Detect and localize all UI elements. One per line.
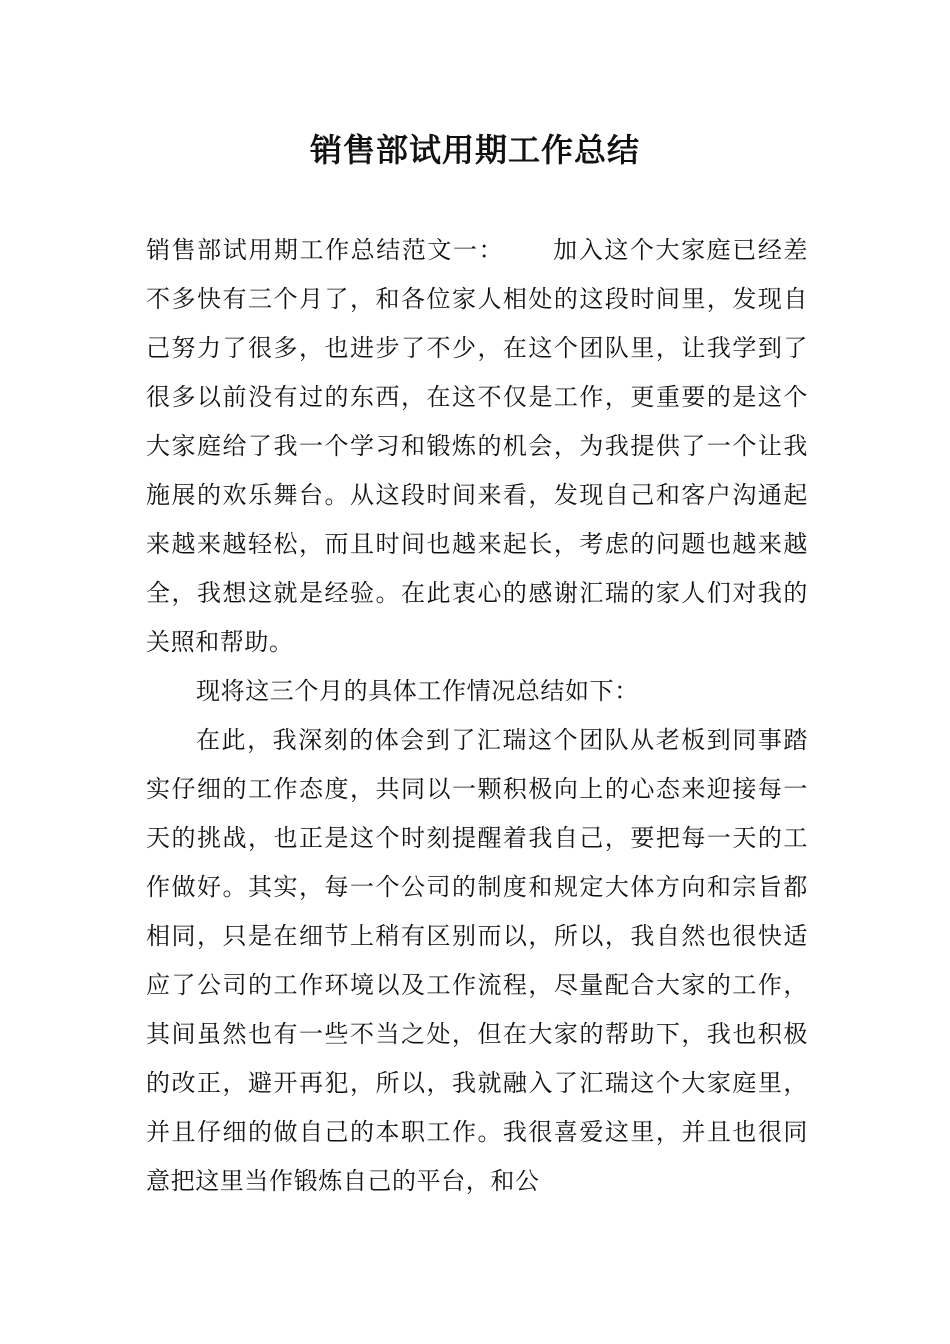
paragraph-2: 现将这三个月的具体工作情况总结如下： bbox=[196, 677, 639, 705]
document-title: 销售部试用期工作总结 bbox=[309, 131, 640, 169]
paragraph-1 bbox=[146, 226, 808, 667]
intro-label: 销售部试用期工作总结范文一： bbox=[146, 236, 505, 264]
paragraph-1-text: 加入这个大家庭已经差不多快有三个月了，和各位家人相处的这段时间里，发现自己努力了很多，也进步了不少，在这个团队里，让我学到了很多以前没有过的东西，在这不仅是工作，更重要的是这个大家庭给了我一个学习和锻炼的机会，为我提供了一个让我施展的欢乐舞台。从这段时间来看，发现自己和客户沟通起来越来越轻松，而且时间也越来起长，考虑的问题也越来越全，我想这就是经验。在此衷心的感谢汇瑞的家人们对我的关照和帮助。 bbox=[146, 236, 809, 656]
document-body bbox=[146, 226, 808, 1206]
paragraph-3: 在此，我深刻的体会到了汇瑞这个团队从老板到同事踏实仔细的工作态度，共同以一颗积极向上的心态来迎接每一天的挑战，也正是这个时刻提醒着我自己，要把每一天的工作做好。其实，每一个公司的制度和规定大体方向和宗旨都相同，只是在细节上稍有区别而以，所以，我自然也很快适应了公司的工作环境以及工作流程，尽量配合大家的工作，其间虽然也有一些不当之处，但在大家的帮助下，我也积极的改正，避开再犯，所以，我就融入了汇瑞这个大家庭里，并且仔细的做自己的本职工作。我很喜爱这里，并且也很同意把这里当作锻炼自己的平台，和公 bbox=[146, 726, 808, 1195]
